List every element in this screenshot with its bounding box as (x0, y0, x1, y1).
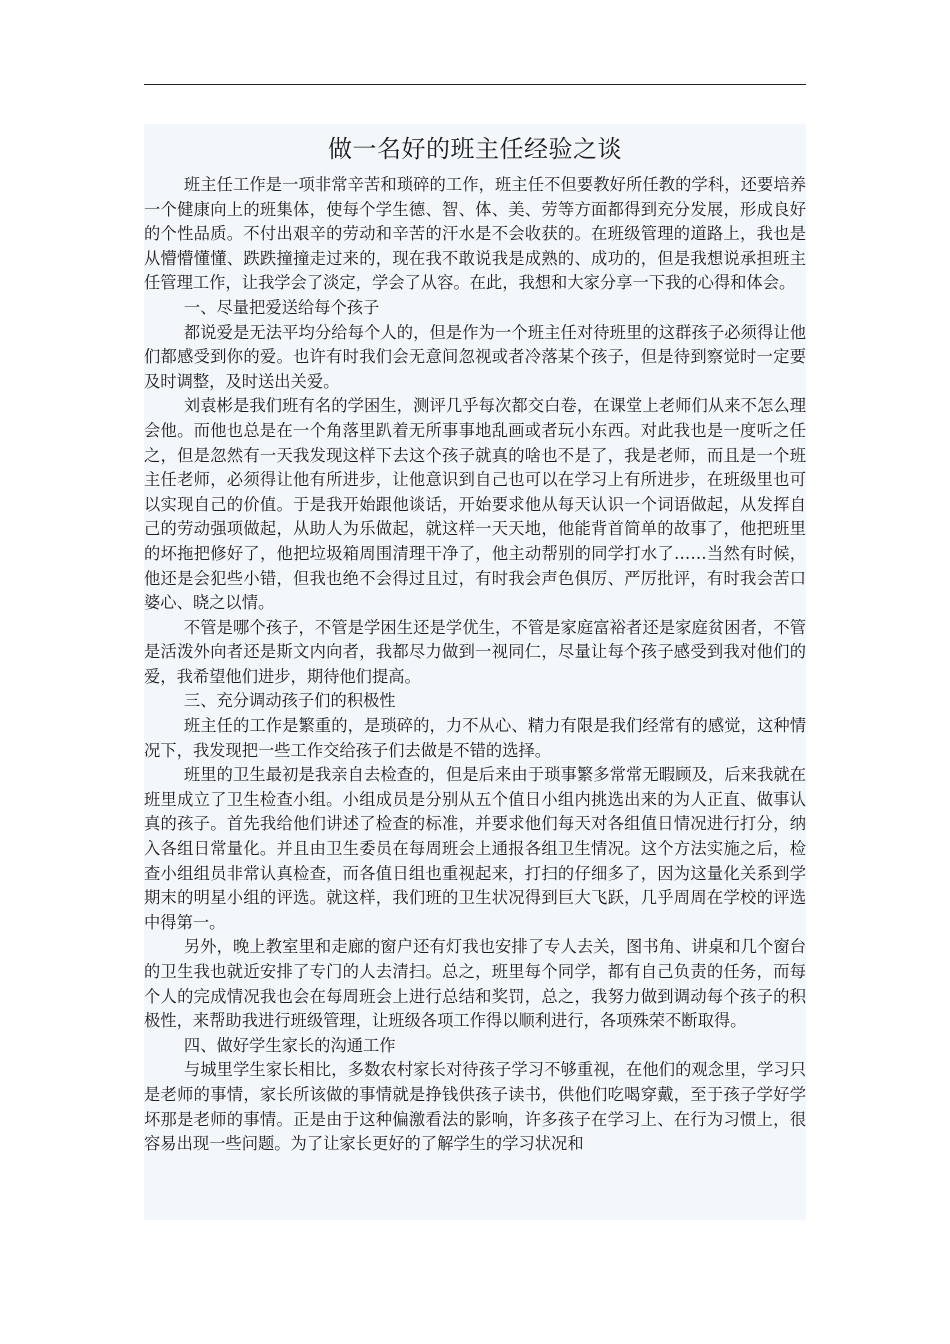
paragraph: 班里的卫生最初是我亲自去检查的，但是后来由于琐事繁多常常无暇顾及，后来我就在班里成立了卫生检查小组。小组成员是分别从五个值日小组内挑选出来的为人正直、做事认真的孩子。首先我给他们讲述了检查的标准，并要求他们每天对各组值日情况进行打分，纳入各组日常量化。并且由卫生委员在每周班会上通报各组卫生情况。这个方法实施之后，检查小组组员非常认真检查，而各值日组也重视起来，打扫的仔细多了，因为这量化关系到学期末的明星小组的评选。就这样，我们班的卫生状况得到巨大飞跃，几乎周周在学校的评选中得第一。 (144, 765, 806, 932)
paragraph: 刘袁彬是我们班有名的学困生，测评几乎每次都交白卷，在课堂上老师们从来不怎么理会他。而他也总是在一个角落里趴着无所事事地乱画或者玩小东西。对此我也是一度听之任之，但是忽然有一天我发现这样下去这个孩子就真的啥也不是了，我是老师，而且是一个班主任老师，必须得让他有所进步，让他意识到自己也可以在学习上有所进步，在班级里也可以实现自己的价值。于是我开始跟他谈话，开始要求他从每天认识一个词语做起，从发挥自己的劳动强项做起，从助人为乐做起，就这样一天天地，他能背首简单的故事了，他把班里的坏拖把修好了，他把垃圾箱周围清理干净了，他主动帮别的同学打水了……当然有时候，他还是会犯些小错，但我也绝不会得过且过，有时我会声色俱厉、严厉批评，有时我会苦口婆心、晓之以情。 (144, 396, 806, 613)
section-heading-4: 四、做好学生家长的沟通工作 (183, 1035, 396, 1055)
paragraph: 都说爱是无法平均分给每个人的，但是作为一个班主任对待班里的这群孩子必须得让他们都感受到你的爱。也许有时我们会无意间忽视或者冷落某个孩子，但是待到察觉时一定要及时调整，及时送出关爱。 (144, 322, 806, 391)
section-heading-1: 一、尽量把爱送给每个孩子 (183, 297, 380, 317)
paragraph: 班主任的工作是繁重的，是琐碎的，力不从心、精力有限是我们经常有的感觉，这种情况下，我发现把一些工作交给孩子们去做是不错的选择。 (144, 716, 806, 760)
document-body (144, 173, 806, 1157)
paragraph: 与城里学生家长相比，多数农村家长对待孩子学习不够重视，在他们的观念里，学习只是老师的事情，家长所该做的事情就是挣钱供孩子读书，供他们吃喝穿戴，至于孩子学好学坏那是老师的事情。正是由于这种偏激看法的影响，许多孩子在学习上、在行为习惯上，很容易出现一些问题。为了让家长更好的了解学生的学习状况和 (144, 1060, 806, 1154)
header-rule (144, 84, 806, 85)
section-heading-3: 三、充分调动孩子们的积极性 (183, 691, 396, 711)
paragraph-intro: 班主任工作是一项非常辛苦和琐碎的工作，班主任不但要教好所任教的学科，还要培养一个健康向上的班集体，使每个学生德、智、体、美、劳等方面都得到充分发展，形成良好的个性品质。不付出艰辛的劳动和辛苦的汗水是不会收获的。在班级管理的道路上，我也是从懵懵懂懂、跌跌撞撞走过来的，现在我不敢说我是成熟的、成功的，但是我想说承担班主任管理工作，让我学会了淡定，学会了从容。在此，我想和大家分享一下我的心得和体会。 (144, 175, 806, 293)
page-title: 做一名好的班主任经验之谈 (328, 135, 622, 163)
paragraph: 不管是哪个孩子，不管是学困生还是学优生，不管是家庭富裕者还是家庭贫困者，不管是活泼外向者还是斯文内向者，我都尽力做到一视同仁，尽量让每个孩子感受到我对他们的爱，我希望他们进步，期待他们提高。 (144, 617, 806, 686)
paragraph: 另外，晚上教室里和走廊的窗户还有灯我也安排了专人去关，图书角、讲桌和几个窗台的卫生我也就近安排了专门的人去清扫。总之，班里每个同学，都有自己负责的任务，而每个人的完成情况我也会在每周班会上进行总结和奖罚，总之，我努力做到调动每个孩子的积极性，来帮助我进行班级管理，让班级各项工作得以顺利进行，各项殊荣不断取得。 (144, 937, 806, 1031)
